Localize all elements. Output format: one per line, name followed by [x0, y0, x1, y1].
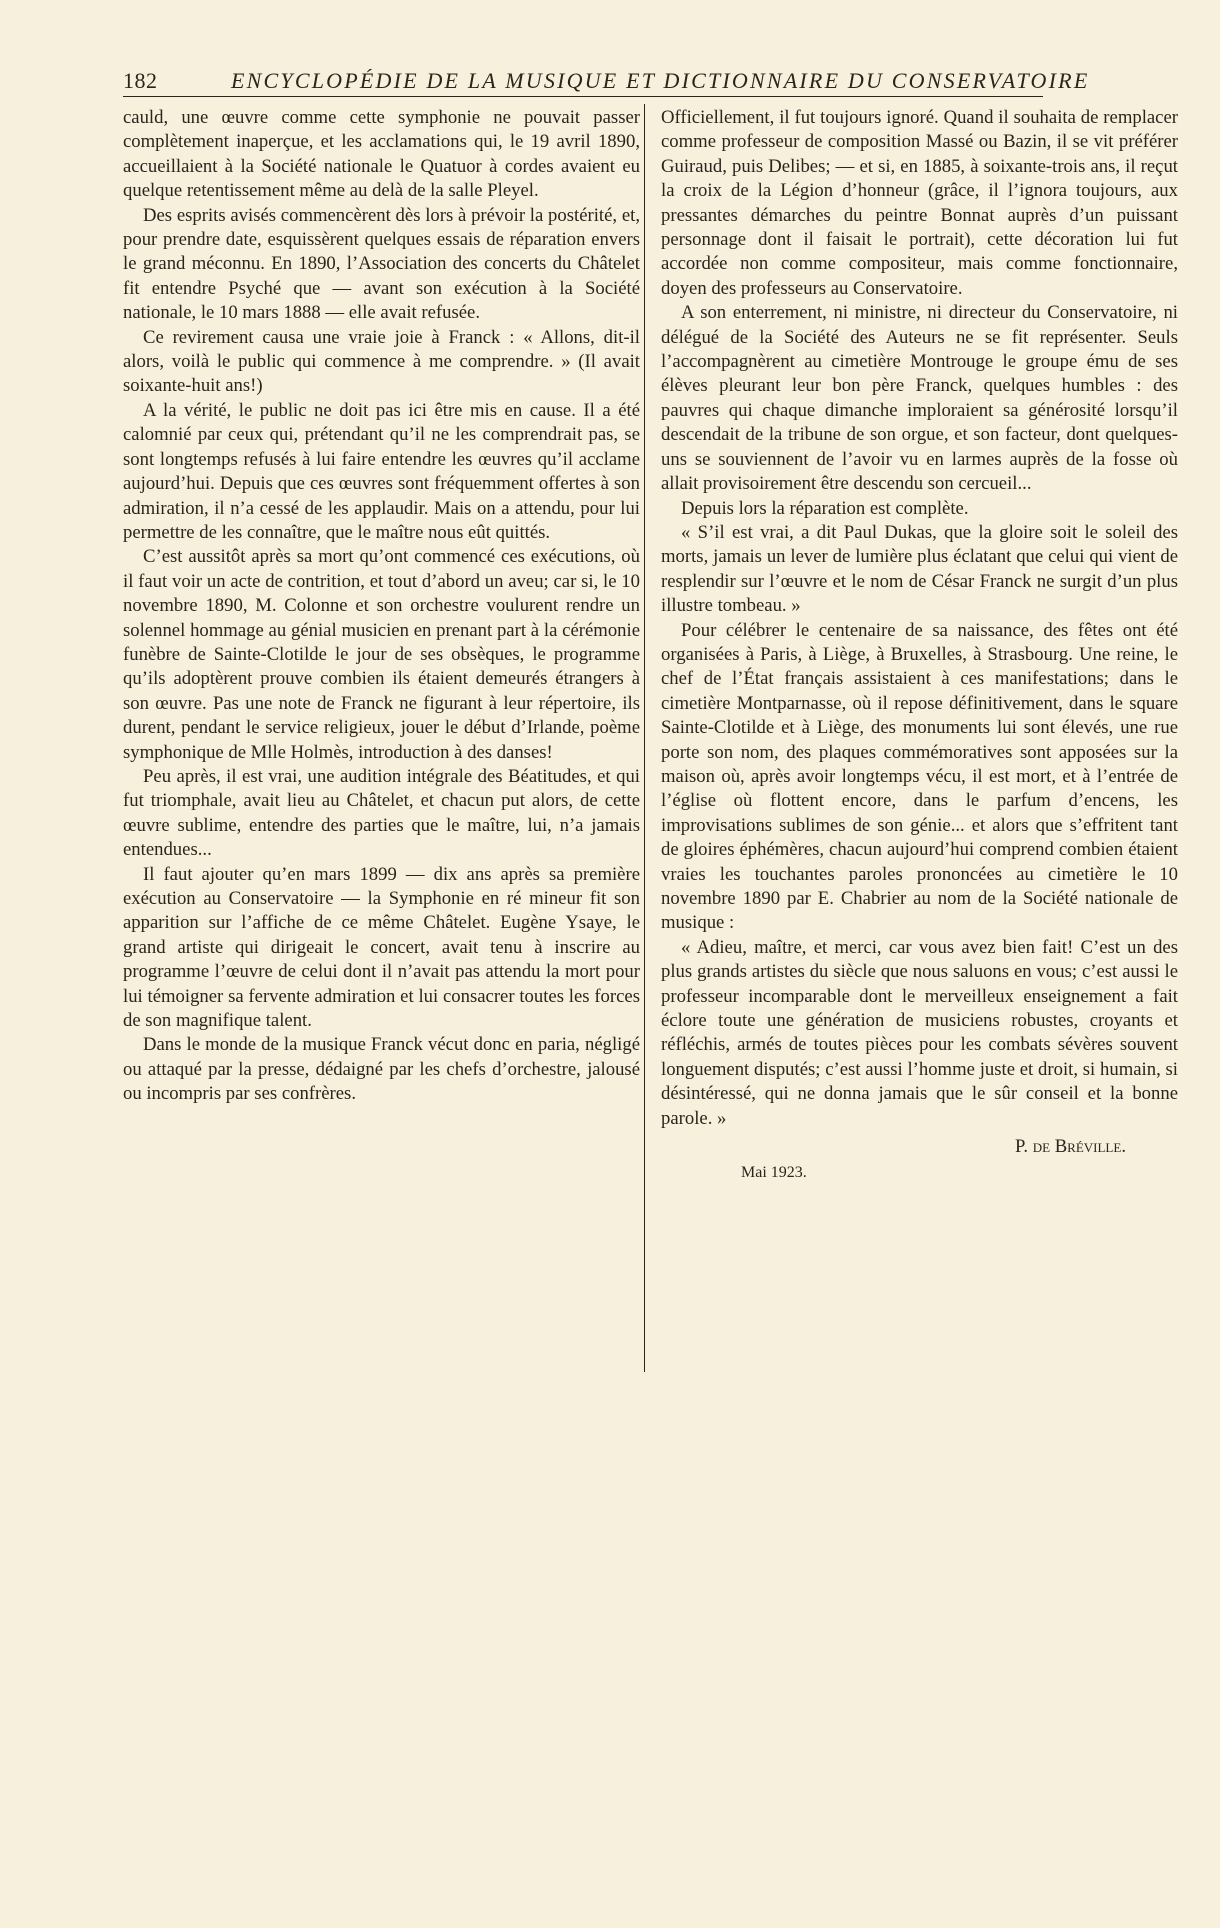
paragraph: cauld, une œuvre comme cette symphonie ne pouvait passer complètement inaperçue, et les acclamations qui, le 19 avril 1890, accueillaient à la Société nationale le Quatuor à cordes avaient eu quelque retentissement même au delà de la salle Pleyel.	[123, 107, 640, 202]
paragraph: Pour célébrer le centenaire de sa naissance, des fêtes ont été organisées à Paris, à Liège, à Bruxelles, à Strasbourg. Une reine, le chef de l’État français assistaient à ces manifestations; dans le cimetière Montparnasse, où il repose définitivement, dans le square Sainte-Clotilde et à Liège, des monuments lui sont élevés, une rue porte son nom, des plaques commémoratives sont apposées sur la maison où, après avoir longtemps vécu, il est mort, et à l’entrée de l’église où flottent encore, dans le parfum d’encens, les improvisations sublimes de son génie... et alors que s’effritent tant de gloires éphémères, chacun aujourd’hui comprend combien étaient vraies les touchantes paroles prononcées au cimetière le 10 novembre 1890 par E. Chabrier au nom de la Société nationale de musique :	[661, 619, 1178, 934]
author-signature: P. de Bréville.	[1015, 1136, 1126, 1158]
paragraph: Ce revirement causa une vraie joie à Franck : « Allons, dit-il alors, voilà le public qui commence à me comprendre. » (Il avait soixante-huit ans!)	[123, 326, 640, 397]
paragraph: Depuis lors la réparation est complète.	[681, 497, 969, 519]
running-title: ENCYCLOPÉDIE DE LA MUSIQUE ET DICTIONNAIRE DU CONSERVATOIRE	[231, 68, 1090, 93]
paragraph: C’est aussitôt après sa mort qu’ont commencé ces exécutions, où il faut voir un acte de contrition, et tout d’abord un aveu; car si, le 10 novembre 1890, M. Colonne et son orchestre voulurent rendre un solennel hommage au génial musicien en prenant part à la cérémonie funèbre de Sainte-Clotilde le jour de ses obsèques, le programme qu’ils adoptèrent prouve combien ils étaient demeurés étrangers à son œuvre. Pas une note de Franck ne figurant à leur répertoire, ils durent, pendant le service religieux, jouer le début d’Irlande, poème symphonique de Mlle Holmès, introduction à des danses!	[123, 546, 640, 763]
paragraph: Il faut ajouter qu’en mars 1899 — dix ans après sa première exécution au Conservatoire — la Symphonie en ré mineur fit son apparition sur l’affiche de ce même Châtelet. Eugène Ysaye, le grand artiste qui dirigeait le concert, avait tenu à inscrire au programme l’œuvre de celui dont il n’avait pas attendu la mort pour lui témoigner sa fervente admiration et lui consacrer toutes les forces de son magnifique talent.	[123, 863, 640, 1032]
paragraph: Des esprits avisés commencèrent dès lors à prévoir la postérité, et, pour prendre date, esquissèrent quelques essais de réparation envers le grand méconnu. En 1890, l’Association des concerts du Châtelet fit entendre Psyché que — avant son exécution à la Société nationale, le 10 mars 1888 — elle avait refusée.	[123, 204, 640, 324]
paragraph: « S’il est vrai, a dit Paul Dukas, que la gloire soit le soleil des morts, jamais un lever de lumière plus éclatant que celui qui vient de resplendir sur l’œuvre et le nom de César Franck ne surgit d’un plus illustre tombeau. »	[661, 521, 1178, 617]
paragraph: Peu après, il est vrai, une audition intégrale des Béatitudes, et qui fut triomphale, avait lieu au Châtelet, et chacun put alors, de cette œuvre sublime, entendre des parties que le maître, lui, n’a jamais entendues...	[123, 765, 640, 861]
paragraph: Officiellement, il fut toujours ignoré. Quand il souhaita de remplacer comme professeur de composition Massé ou Bazin, il se vit préférer Guiraud, puis Delibes; — et si, en 1885, à soixante-trois ans, il reçut la croix de la Légion d’honneur (grâce, il l’ignora toujours, aux pressantes démarches du peintre Bonnat auprès d’un puissant personnage dont il faisait le portrait), cette décoration lui fut accordée non comme compositeur, mais comme fonctionnaire, doyen des professeurs au Conservatoire.	[661, 107, 1178, 299]
article-date: Mai 1923.	[741, 1164, 807, 1182]
right-column	[661, 106, 1178, 1186]
paragraph: « Adieu, maître, et merci, car vous avez bien fait! C’est un des plus grands artistes du siècle que nous saluons en vous; c’est aussi le professeur incomparable dont le merveilleux enseignement a fait éclore toute une génération de musiciens robustes, croyants et réfléchis, armés de toutes pièces pour les combats sévères souvent longuement disputés; c’est aussi l’homme juste et droit, si humain, si désintéressé, qui ne donna jamais que le sûr conseil et la bonne parole. »	[661, 936, 1178, 1129]
column-divider	[644, 104, 645, 1372]
page-header	[123, 68, 1090, 96]
page-number: 182	[123, 68, 158, 93]
left-column	[123, 106, 640, 1107]
header-rule	[123, 96, 1043, 97]
paragraph: A son enterrement, ni ministre, ni directeur du Conservatoire, ni délégué de la Société des Auteurs ne se fit représenter. Seuls l’accompagnèrent au cimetière Montrouge le groupe ému de ses élèves pleurant leur bon père Franck, quelques humbles : des pauvres qui chaque dimanche imploraient sa générosité lorsqu’il descendait de la tribune de son orgue, et son facteur, dont quelques-uns se souviennent de l’avoir vu en larmes auprès de la fosse où allait provisoirement être descendu son cercueil...	[661, 302, 1178, 495]
paragraph: Dans le monde de la musique Franck vécut donc en paria, négligé ou attaqué par la presse, dédaigné par les chefs d’orchestre, jalousé ou incompris par ses confrères.	[123, 1034, 640, 1105]
paragraph: A la vérité, le public ne doit pas ici être mis en cause. Il a été calomnié par ceux qui, prétendant qu’il ne les comprendrait pas, se sont longtemps refusés à lui faire entendre les œuvres qu’il acclame aujourd’hui. Depuis que ces œuvres sont fréquemment offertes à son admiration, il n’a cessé de les applaudir. Mais on a attendu, pour lui permettre de les connaître, que le maître nous eût quittés.	[123, 399, 640, 543]
